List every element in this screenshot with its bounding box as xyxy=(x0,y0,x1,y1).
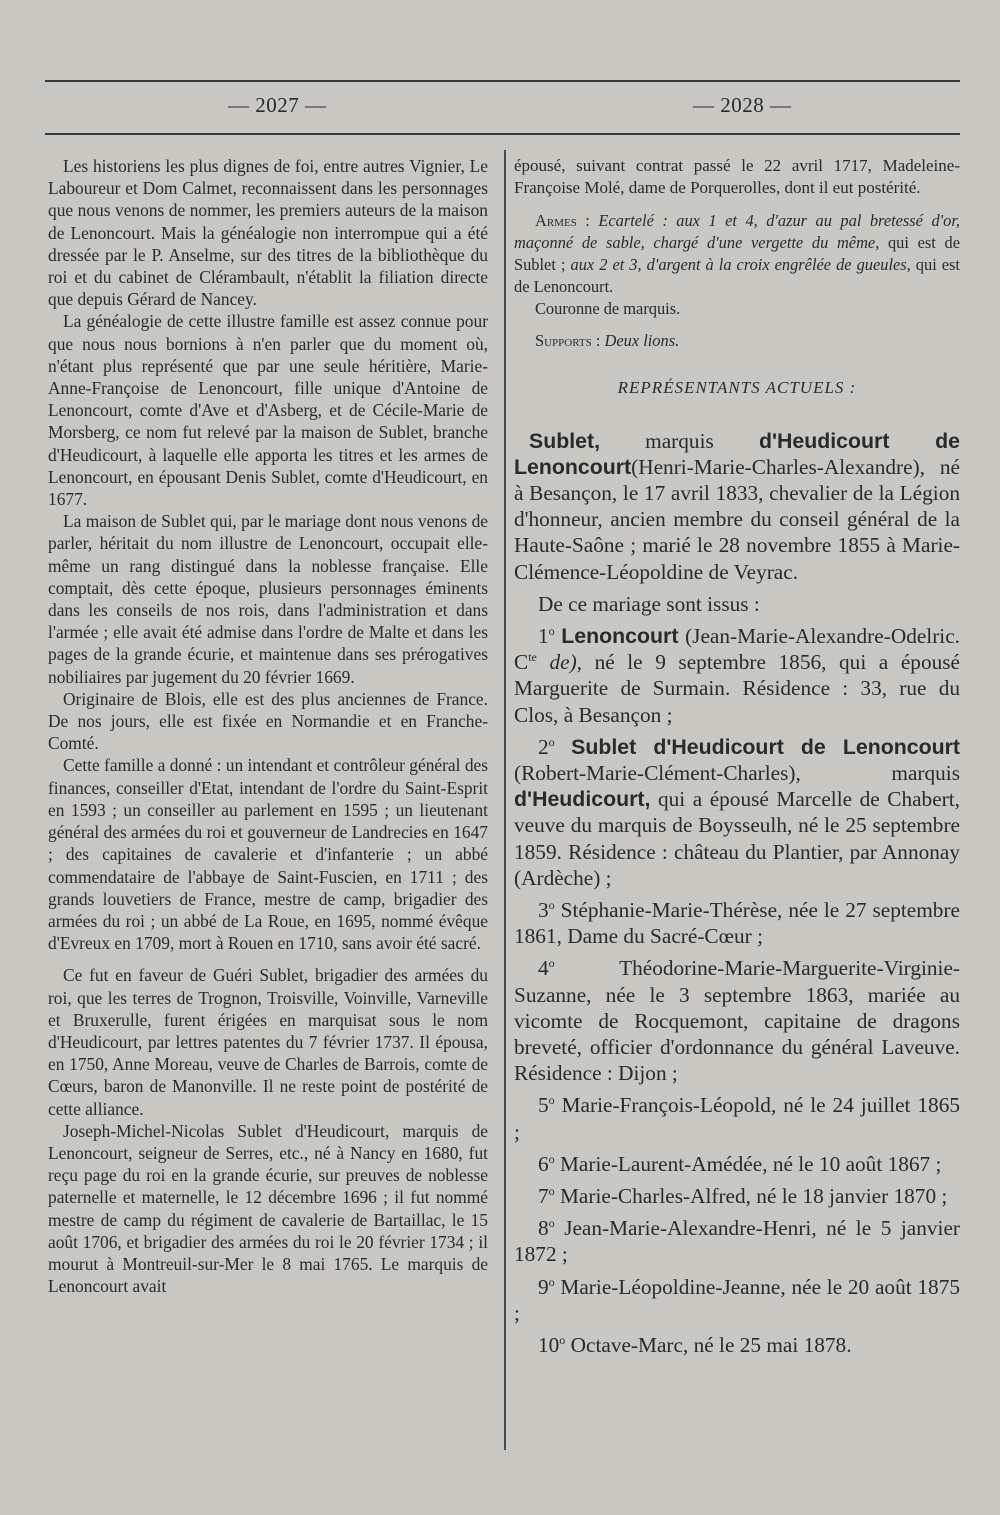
child-entry xyxy=(514,1183,960,1209)
section-heading: REPRÉSENTANTS ACTUELS : xyxy=(617,377,857,397)
top-rule xyxy=(45,80,960,82)
ordinal-mark: o xyxy=(559,1333,566,1347)
left-column xyxy=(48,155,488,1297)
ordinal-mark: o xyxy=(548,1216,555,1231)
head-title: marquis xyxy=(645,428,714,453)
child-number: 2 xyxy=(538,734,549,759)
child-entry xyxy=(514,734,960,891)
arms-end: qui est de Lenoncourt. xyxy=(514,254,960,296)
child-text: (Robert-Marie-Clément-Charles), marquis xyxy=(514,761,960,786)
arms-mid: qui est de Sublet ; xyxy=(514,232,960,274)
header-rule xyxy=(45,133,960,135)
paragraph: La maison de Sublet qui, par le mariage dont nous venons de parler, héritait du nom illustre de Lenoncourt, occupait elle-même un rang distingué dans la noblesse française. Elle comptait, dès cette époque, plusieurs personnages éminents dans les conseils de nos rois, dans l'administration et dans l'armée ; elle avait été admise dans l'ordre de Malte et dans les pages de la grande écurie, et maintenue dans ses prérogatives nobiliaires par jugement du 20 février 1669. xyxy=(48,511,488,687)
child-text: Théodorine-Marie-Marguerite-Virginie-Suzanne, née le 3 septembre 1863, mariée au vicomte de Rocquemont, capitaine de dragons breveté, officier d'ordonnance du général Laveuve. Résidence : Dijon ; xyxy=(514,956,960,1086)
ordinal-mark: o xyxy=(548,734,555,749)
child-entry xyxy=(514,1092,960,1144)
child-entry xyxy=(514,1274,960,1326)
child-number: 1 xyxy=(538,624,549,649)
arms-blazon: Ecartelé : aux 1 et 4, d'azur au pal bretessé d'or, maçonné de sable, chargé d'une vergette du même, xyxy=(514,210,960,252)
ordinal-mark: o xyxy=(548,623,555,638)
child-details: né le 9 septembre 1856, qui a épousé Marguerite de Surmain. Résidence : 33, rue du Clos, à Besançon ; xyxy=(514,650,960,727)
child-name: Lenoncourt xyxy=(561,624,679,649)
child-number: 5 xyxy=(538,1093,549,1118)
child-text: Marie-Charles-Alfred, né le 18 janvier 1870 ; xyxy=(559,1184,948,1209)
arms-blazon-2: aux 2 et 3, d'argent à la croix engrêlée de gueules, xyxy=(570,254,911,274)
right-column xyxy=(514,155,960,1358)
child-text: Marie-François-Léopold, né le 24 juillet 1865 ; xyxy=(514,1093,960,1144)
ordinal-mark: o xyxy=(548,1151,555,1166)
child-number: 7 xyxy=(538,1184,549,1209)
right-page-number: — 2028 — xyxy=(693,93,792,117)
paragraph: Cette famille a donné : un intendant et contrôleur général des finances, conseiller d'Etat, intendant de l'ordre du Saint-Esprit en 1593 ; un conseiller au parlement en 1595 ; un lieutenant général des armées du roi et gouverneur de Landrecies en 1647 ; des capitaines de cavalerie et d'infanterie ; un abbé commendataire de l'abbaye de Saint-Fuscien, en 1711 ; des grands louvetiers de France, mestre de camp, brigadier des armées du roi ; un abbé de La Roue, en 1695, nommé évêque d'Evreux en 1709, mort à Rouen en 1710, sans avoir été sacré. xyxy=(48,755,488,954)
child-text: Stéphanie-Marie-Thérèse, née le 27 septembre 1861, Dame du Sacré-Cœur ; xyxy=(514,898,960,949)
ordinal-mark: o xyxy=(548,1274,555,1289)
child-text: Jean-Marie-Alexandre-Henri, né le 5 janvier 1872 ; xyxy=(514,1216,960,1267)
issue-intro: De ce mariage sont issus : xyxy=(538,591,760,616)
column-divider xyxy=(504,150,506,1450)
child-number: 9 xyxy=(538,1274,549,1299)
child-entry xyxy=(514,1215,960,1267)
head-details: (Henri-Marie-Charles-Alexandre), né à Besançon, le 17 avril 1833, chevalier de la Légion d'honneur, ancien membre du conseil général de la Haute-Saône ; marié le 28 novembre 1855 à Marie-Clémence-Léopoldine de Veyrac. xyxy=(514,454,960,584)
paragraph: Joseph-Michel-Nicolas Sublet d'Heudicourt, marquis de Lenoncourt, seigneur de Serres, etc., né à Nancy en 1680, fut reçu page du roi en la grande écurie, sur preuves de noblesse paternelle et maternelle, le 12 décembre 1696 ; il fut nommé mestre de camp du régiment de cavalerie de Bartaillac, le 15 août 1706, et brigadier des armées du roi le 20 février 1734 ; il mourut à Montreuil-sur-Mer le 8 mai 1765. Le marquis de Lenoncourt avait xyxy=(48,1120,488,1297)
ordinal-mark: o xyxy=(548,1093,555,1108)
child-number: 6 xyxy=(538,1151,549,1176)
child-text: Marie-Laurent-Amédée, né le 10 août 1867 ; xyxy=(559,1151,942,1176)
supports-value: Deux lions. xyxy=(604,330,680,350)
child-title-sup: te xyxy=(528,650,537,665)
ordinal-mark: o xyxy=(548,1183,555,1198)
child-text: Octave-Marc, né le 25 mai 1878. xyxy=(570,1333,852,1358)
head-name-2: d'Heudicourt de Lenoncourt xyxy=(514,428,961,479)
child-entry xyxy=(514,623,960,728)
child-title-rest: de), xyxy=(549,650,582,675)
child-title: C xyxy=(514,650,529,675)
supports-label: Supports : xyxy=(535,330,601,350)
arms-paragraph xyxy=(514,210,960,298)
children-list xyxy=(514,623,960,1358)
child-name: Sublet d'Heudicourt de Lenoncourt xyxy=(571,734,961,759)
head-entry xyxy=(514,428,960,585)
crown-line: Couronne de marquis. xyxy=(535,298,681,318)
supports-line xyxy=(514,330,960,352)
child-details: qui a épousé Marcelle de Chabert, veuve du marquis de Boysseulh, né le 25 septembre 1859. Résidence : château du Plantier, par Annonay (Ardèche) ; xyxy=(514,787,960,890)
child-text: (Jean-Marie-Alexandre-Odelric. xyxy=(685,624,960,649)
child-entry xyxy=(514,955,960,1086)
child-entry xyxy=(514,1151,960,1177)
child-entry xyxy=(514,1332,960,1358)
child-number: 4 xyxy=(538,956,549,981)
ordinal-mark: o xyxy=(548,897,555,912)
child-name-2: d'Heudicourt, xyxy=(514,787,651,812)
continuation-paragraph: épousé, suivant contrat passé le 22 avril 1717, Madeleine-Françoise Molé, dame de Porquerolles, dont il eut postérité. xyxy=(514,156,960,198)
paragraph: La généalogie de cette illustre famille est assez connue pour que nous nous bornions à n'en parler que du moment où, n'étant plus représenté que par une seule héritière, Marie-Anne-Françoise de Lenoncourt, fille unique d'Antoine de Lenoncourt, comte d'Ave et d'Asberg, et de Cécile-Marie de Morsberg, ce nom fut relevé par la maison de Sublet, branche d'Heudicourt, à laquelle elle apporta les titres et les armes de Lenoncourt, en épousant Denis Sublet, comte d'Heudicourt, en 1677. xyxy=(48,311,488,510)
left-page-number: — 2027 — xyxy=(228,93,327,117)
child-number: 3 xyxy=(538,898,549,923)
child-text: Marie-Léopoldine-Jeanne, née le 20 août 1875 ; xyxy=(514,1274,960,1325)
child-number: 8 xyxy=(538,1216,549,1241)
ordinal-mark: o xyxy=(548,956,555,971)
paragraph: Les historiens les plus dignes de foi, entre autres Vignier, Le Laboureur et Dom Calmet, reconnaissent dans les personnages que nous venons de nommer, les premiers auteurs de la maison de Lenoncourt. Mais la généalogie non interrompue qui a été dressée par le P. Anselme, sur des titres de la bibliothèque du roi et du cabinet de Clérambault, n'établit la filiation directe que depuis Gérard de Nancey. xyxy=(48,156,488,310)
child-number: 10 xyxy=(538,1333,560,1358)
child-entry xyxy=(514,897,960,949)
paragraph: Originaire de Blois, elle est des plus anciennes de France. De nos jours, elle est fixée en Normandie et en Franche-Comté. xyxy=(48,688,488,754)
head-name: Sublet, xyxy=(529,428,600,453)
arms-label: Armes : xyxy=(535,210,590,230)
paragraph: Ce fut en faveur de Guéri Sublet, brigadier des armées du roi, que les terres de Trognon, Troisville, Voinville, Varneville et Bruxerulle, furent érigées en marquisat sous le nom d'Heudicourt, par lettres patentes du 7 février 1737. Il épousa, en 1750, Anne Moreau, veuve de Charles de Barrois, comte de Cœurs, baron de Manonville. Il ne reste point de postérité de cette alliance. xyxy=(48,965,488,1119)
